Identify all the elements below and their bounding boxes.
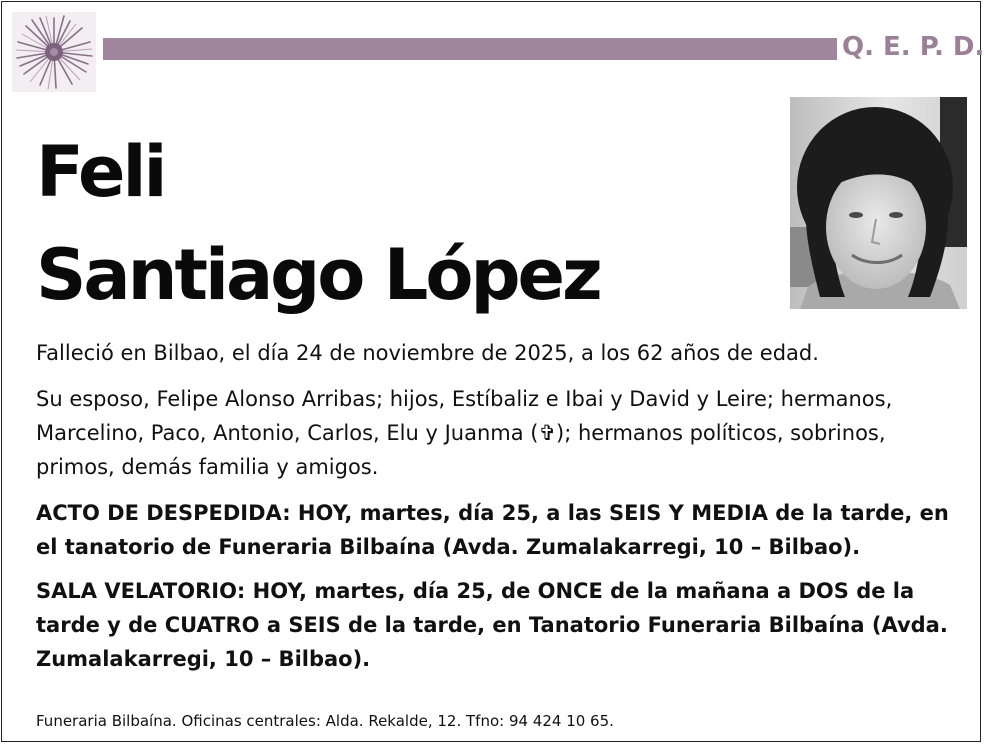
funeral-home-footer: Funeraria Bilbaína. Oficinas centrales: Alda. Rekalde, 12. Tfno: 94 424 10 65. — [36, 712, 614, 730]
portrait-photo — [790, 97, 967, 309]
farewell-ceremony-text: ACTO DE DESPEDIDA: HOY, martes, día 25, a las SEIS Y MEDIA de la tarde, en el tanatorio de Funeraria Bilbaína (Avda. Zumalakarregi, 10 – Bilbao). — [36, 501, 949, 559]
wake-room-text: SALA VELATORIO: HOY, martes, día 25, de ONCE de la mañana a DOS de la tarde y de CUATRO a SEIS de la tarde, en Tanatorio Funeraria Bilbaína (Avda. Zumalakarregi, 10 – Bilbao). — [36, 579, 948, 671]
family-list-text: Su esposo, Felipe Alonso Arribas; hijos, Estíbaliz e Ibai y David y Leire; hermanos, Marcelino, Paco, Antonio, Carlos, Elu y Juanma (✞); hermanos políticos, sobrinos, primos, demás familia y amigos. — [36, 387, 893, 479]
deceased-first-name: Feli — [36, 131, 165, 213]
death-notice-text: Falleció en Bilbao, el día 24 de noviembre de 2025, a los 62 años de edad. — [36, 341, 819, 365]
qepd-heading: Q. E. P. D. — [842, 32, 984, 62]
deceased-surnames: Santiago López — [36, 234, 600, 316]
decorative-header-bar — [103, 38, 837, 60]
thistle-flower-icon — [12, 12, 96, 92]
